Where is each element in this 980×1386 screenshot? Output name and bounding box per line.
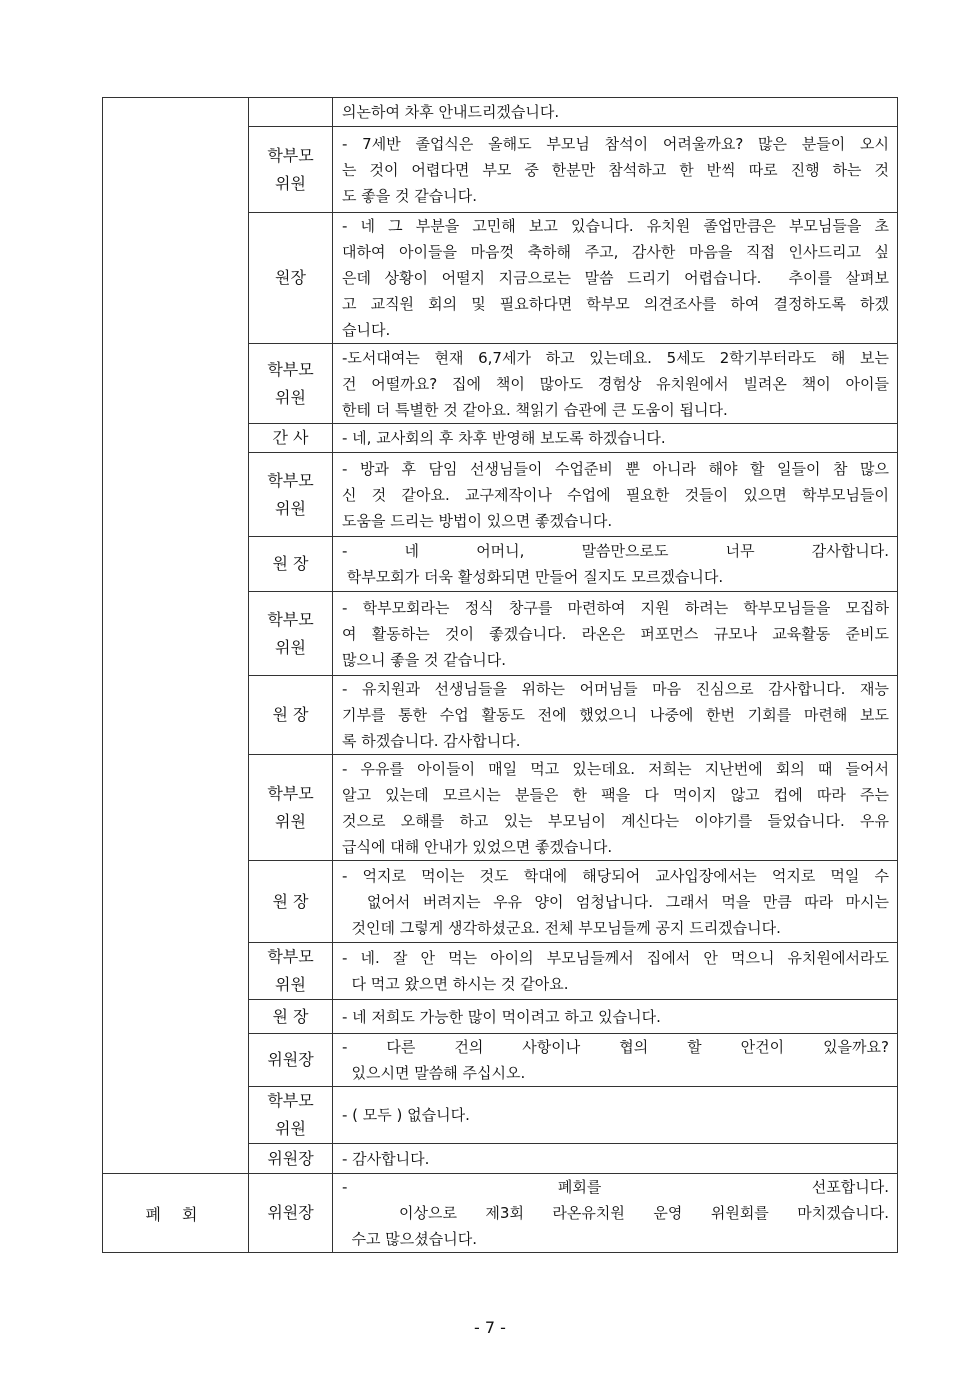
remark-line: 고 교직원 회의 및 필요하다면 학부모 의견조사를 하여 결정하도록 하겠 bbox=[342, 295, 889, 313]
remark-line: - 네 그 부분을 고민해 보고 있습니다. 유치원 졸업만큼은 부모님들을 초 bbox=[342, 217, 889, 235]
speaker-cell: 원 장 bbox=[249, 1000, 333, 1034]
closing-row bbox=[103, 1174, 898, 1253]
speaker-cell: 학부모 위원 bbox=[249, 1087, 333, 1144]
remark-line: - 감사합니다. bbox=[342, 1149, 430, 1168]
remark-cell bbox=[333, 98, 898, 127]
speaker-cell: 원 장 bbox=[249, 676, 333, 755]
remark-cell bbox=[333, 424, 898, 453]
remark-cell bbox=[333, 861, 898, 943]
remark-line: 는 것이 어렵다면 부모 중 한분만 참석하고 한 반씩 따로 진행 하는 것 bbox=[342, 160, 889, 179]
remark-line: - 방과 후 담임 선생님들이 수업준비 뿐 아니라 해야 할 일들이 참 많으 bbox=[342, 459, 889, 478]
remark-line: - 유치원과 선생님들을 위하는 어머님들 마음 진심으로 감사합니다. 재능 bbox=[342, 680, 889, 698]
discussion-row bbox=[103, 98, 898, 127]
remark-cell bbox=[333, 127, 898, 213]
speaker-cell: 학부모 위원 bbox=[249, 592, 333, 676]
speaker-cell: 학부모 위원 bbox=[249, 127, 333, 213]
remark-line: 신 것 같아요. 교구제작이나 수업에 필요한 것들이 있으면 학부모님들이 bbox=[342, 485, 889, 504]
discussion-section-cell bbox=[103, 98, 249, 1174]
remark-line: 대하여 아이들을 마음껏 축하해 주고, 감사한 마음을 직접 인사드리고 싶 bbox=[342, 243, 889, 261]
remark-line: - 7세반 졸업식은 올해도 부모님 참석이 어려울까요? 많은 분들이 오시 bbox=[342, 134, 889, 153]
remark-cell bbox=[333, 592, 898, 676]
closing-line: 수고 많으셨습니다. bbox=[342, 1230, 477, 1248]
remark-line: 습니다. bbox=[342, 321, 391, 339]
closing-content bbox=[333, 1174, 898, 1253]
closing-line: 이상으로 제3회 라온유치원 운영 위원회를 마치겠습니다. bbox=[342, 1204, 889, 1222]
remark-line: 많으니 좋을 것 같습니다. bbox=[342, 650, 506, 669]
speaker-cell bbox=[249, 98, 333, 127]
remark-line: - 네 어머니, 말씀만으로도 너무 감사합니다. bbox=[342, 542, 889, 560]
remark-cell bbox=[333, 676, 898, 755]
remark-line: - 네 저희도 가능한 많이 먹이려고 하고 있습니다. bbox=[342, 1007, 661, 1026]
remark-line: 학부모회가 더욱 활성화되면 만들어 질지도 모르겠습니다. bbox=[342, 568, 724, 586]
remark-line: - 억지로 먹이는 것도 학대에 해당되어 교사입장에서는 억지로 먹일 수 bbox=[342, 866, 889, 885]
remark-line: 도움을 드리는 방법이 있으면 좋겠습니다. bbox=[342, 511, 613, 530]
remark-cell bbox=[333, 1034, 898, 1087]
remark-line: 록 하겠습니다. 감사합니다. bbox=[342, 732, 521, 750]
remark-line: 건 어떨까요? 집에 책이 많아도 경험상 유치원에서 빌려온 책이 아이들 bbox=[342, 374, 889, 393]
closing-line: - 폐회를 선포합니다. bbox=[342, 1178, 889, 1196]
remark-line: 은데 상황이 어떨지 지금으로는 말씀 드리기 어렵습니다. 추이를 살펴보 bbox=[342, 269, 889, 287]
remark-line: 없어서 버려지는 우유 양이 엄청납니다. 그래서 먹을 만큼 따라 마시는 bbox=[342, 892, 889, 911]
speaker-cell: 학부모 위원 bbox=[249, 453, 333, 537]
speaker-cell: 간 사 bbox=[249, 424, 333, 453]
remark-line: 있으시면 말씀해 주십시오. bbox=[342, 1064, 526, 1082]
remark-line: 알고 있는데 모르시는 분들은 한 팩을 다 먹이지 않고 컵에 따라 주는 bbox=[342, 785, 889, 804]
speaker-cell: 위원장 bbox=[249, 1034, 333, 1087]
remark-cell bbox=[333, 755, 898, 861]
remark-line: - 네, 교사회의 후 차후 반영해 보도록 하겠습니다. bbox=[342, 429, 666, 447]
remark-line: 의논하여 차후 안내드리겠습니다. bbox=[342, 103, 560, 121]
speaker-cell: 학부모 위원 bbox=[249, 344, 333, 424]
remark-cell bbox=[333, 1000, 898, 1034]
remark-line: 급식에 대해 안내가 있었으면 좋겠습니다. bbox=[342, 837, 613, 856]
remark-line: -도서대여는 현재 6,7세가 하고 있는데요. 5세도 2학기부터라도 해 보는 bbox=[342, 348, 889, 367]
remark-line: 한테 더 특별한 것 같아요. 책읽기 습관에 큰 도움이 됩니다. bbox=[342, 400, 728, 419]
minutes-rows bbox=[103, 98, 898, 1253]
speaker-cell: 원 장 bbox=[249, 861, 333, 943]
remark-cell bbox=[333, 537, 898, 592]
closing-speaker: 위원장 bbox=[249, 1174, 333, 1253]
remark-cell bbox=[333, 943, 898, 1000]
remark-line: 여 활동하는 것이 좋겠습니다. 라온은 퍼포먼스 규모나 교육활동 준비도 bbox=[342, 624, 889, 643]
remark-line: - 네. 잘 안 먹는 아이의 부모님들께서 집에서 안 먹으니 유치원에서라도 bbox=[342, 949, 889, 967]
remark-cell bbox=[333, 344, 898, 424]
remark-line: 것으로 오해를 하고 있는 부모님이 계신다는 이야기를 들었습니다. 우유 bbox=[342, 811, 889, 830]
remark-line: - 우유를 아이들이 매일 먹고 있는데요. 저희는 지난번에 회의 때 들어서 bbox=[342, 759, 889, 778]
remark-line: - ( 모두 ) 없습니다. bbox=[342, 1106, 470, 1124]
speaker-cell: 원장 bbox=[249, 213, 333, 344]
speaker-cell: 학부모 위원 bbox=[249, 943, 333, 1000]
remark-cell bbox=[333, 213, 898, 344]
remark-line: - 다른 건의 사항이나 협의 할 안건이 있을까요? bbox=[342, 1038, 889, 1056]
remark-cell bbox=[333, 1087, 898, 1144]
minutes-table bbox=[102, 97, 898, 1253]
page-number: - 7 - bbox=[474, 1318, 506, 1337]
remark-line: 다 먹고 왔으면 하시는 것 같아요. bbox=[342, 975, 569, 993]
remark-line: 것인데 그렇게 생각하셨군요. 전체 부모님들께 공지 드리겠습니다. bbox=[342, 918, 781, 937]
closing-section-label: 폐 회 bbox=[103, 1174, 249, 1253]
speaker-cell: 학부모 위원 bbox=[249, 755, 333, 861]
speaker-cell: 원 장 bbox=[249, 537, 333, 592]
remark-cell bbox=[333, 1144, 898, 1174]
remark-line: 도 좋을 것 같습니다. bbox=[342, 186, 477, 205]
speaker-cell: 위원장 bbox=[249, 1144, 333, 1174]
remark-cell bbox=[333, 453, 898, 537]
remark-line: - 학부모회라는 정식 창구를 마련하여 지원 하려는 학부모님들을 모집하 bbox=[342, 598, 889, 617]
remark-line: 기부를 통한 수업 활동도 전에 했었으니 나중에 한번 기회를 마련해 보도 bbox=[342, 706, 889, 724]
